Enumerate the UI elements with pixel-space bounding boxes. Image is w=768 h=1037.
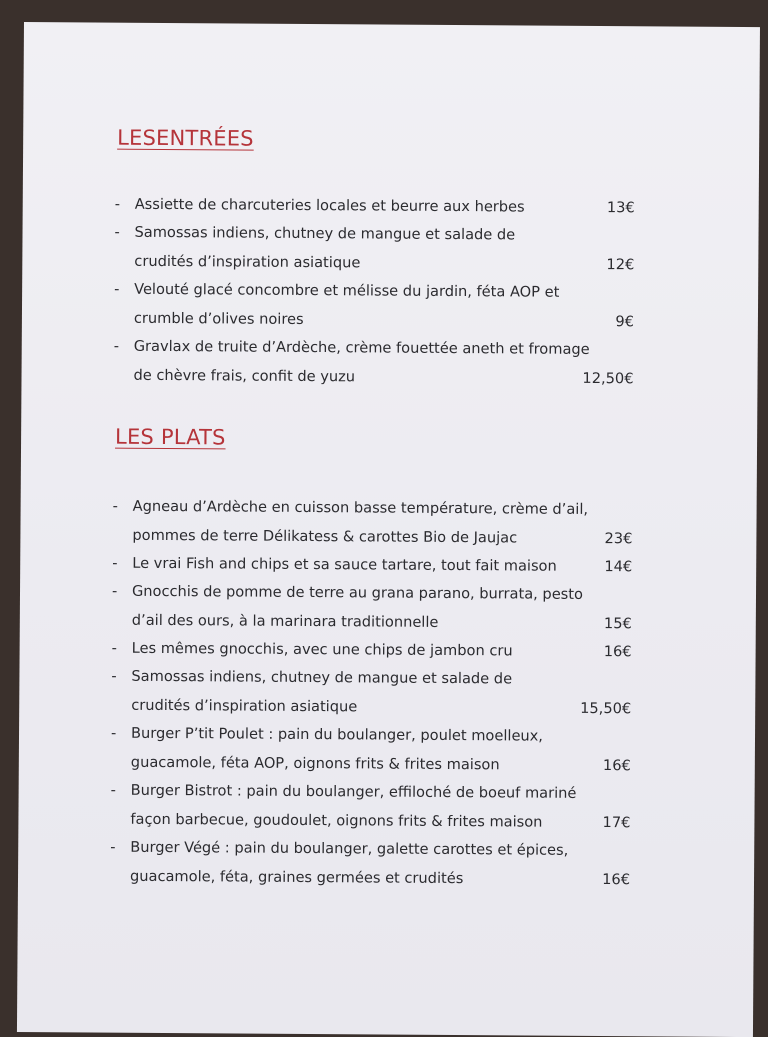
item-description-line: Agneau d’Ardèche en cuisson basse température, crème d’ail, xyxy=(132,497,589,518)
item-description-line: crudités d’inspiration asiatique xyxy=(131,696,358,715)
item-description-line: d’ail des ours, à la marinara traditionnelle xyxy=(131,611,439,631)
item-description-line: Gravlax de truite d’Ardèche, crème fouettée aneth et fromage xyxy=(133,337,590,358)
item-description-line: de chèvre frais, confit de yuzu xyxy=(133,366,356,385)
item-dash: - xyxy=(114,223,120,241)
menu-item xyxy=(115,191,635,223)
item-price: 15,50€ xyxy=(580,699,632,717)
menu-item xyxy=(112,550,632,582)
item-price: 14€ xyxy=(604,558,633,576)
item-price: 12€ xyxy=(606,255,635,273)
item-price: 13€ xyxy=(606,199,635,217)
item-description-line: guacamole, féta, graines germées et crudités xyxy=(129,867,464,887)
menu-item xyxy=(113,333,633,394)
item-description-line: crudités d’inspiration asiatique xyxy=(134,252,361,271)
item-dash: - xyxy=(111,639,117,657)
item-description-line: Samossas indiens, chutney de mangue et salade de xyxy=(134,223,516,244)
menu-item xyxy=(112,493,632,554)
item-description-line: guacamole, féta AOP, oignons frits & frites maison xyxy=(130,753,500,773)
item-description-line: Gnocchis de pomme de terre au grana parano, burrata, pesto xyxy=(131,582,584,603)
item-description-line: Assiette de charcuteries locales et beurre aux herbes xyxy=(134,195,525,216)
item-price: 16€ xyxy=(602,756,631,774)
item-price: 15€ xyxy=(603,614,632,632)
menu-item xyxy=(112,635,632,667)
menu-item xyxy=(112,578,632,639)
item-dash: - xyxy=(112,497,118,515)
menu-item xyxy=(111,663,631,724)
item-price: 9€ xyxy=(615,312,634,330)
item-description-line: Les mêmes gnocchis, avec une chips de jambon cru xyxy=(131,639,513,660)
item-dash: - xyxy=(110,838,116,856)
menu-item xyxy=(110,777,630,838)
item-description-line: Samossas indiens, chutney de mangue et salade de xyxy=(131,667,513,688)
item-dash: - xyxy=(114,195,121,213)
item-price: 12,50€ xyxy=(582,369,634,387)
menu-item xyxy=(110,834,630,895)
item-dash: - xyxy=(114,280,120,298)
menu-sheet xyxy=(17,22,760,1037)
menu-item xyxy=(114,276,634,337)
item-description-line: Burger Végé : pain du boulanger, galette carottes et épices, xyxy=(130,838,569,859)
item-description-line: crumble d’olives noires xyxy=(133,309,304,328)
item-price: 23€ xyxy=(604,529,633,547)
item-description-line: Burger P’tit Poulet : pain du boulanger, poulet moelleux, xyxy=(130,724,544,745)
menu-item xyxy=(111,720,631,781)
item-description-line: Le vrai Fish and chips et sa sauce tartare, tout fait maison xyxy=(132,554,557,575)
item-dash: - xyxy=(113,337,120,355)
section-title-plats: LES PLATS xyxy=(115,424,226,450)
section-title-entrees: LESENTRÉES xyxy=(117,125,254,151)
item-price: 16€ xyxy=(603,643,632,661)
item-dash: - xyxy=(111,582,118,600)
item-dash: - xyxy=(110,781,116,799)
item-dash: - xyxy=(112,554,118,572)
item-description-line: façon barbecue, goudoulet, oignons frits & frites maison xyxy=(130,810,543,831)
menu-item xyxy=(114,219,634,280)
item-dash: - xyxy=(110,724,117,742)
item-dash: - xyxy=(111,667,117,685)
item-description-line: pommes de terre Délikatess & carottes Bio de Jaujac xyxy=(132,526,518,547)
item-description-line: Burger Bistrot : pain du boulanger, effiloché de boeuf mariné xyxy=(130,781,577,802)
item-description-line: Velouté glacé concombre et mélisse du jardin, féta AOP et xyxy=(134,280,560,301)
item-price: 16€ xyxy=(602,870,631,888)
item-price: 17€ xyxy=(602,813,631,831)
